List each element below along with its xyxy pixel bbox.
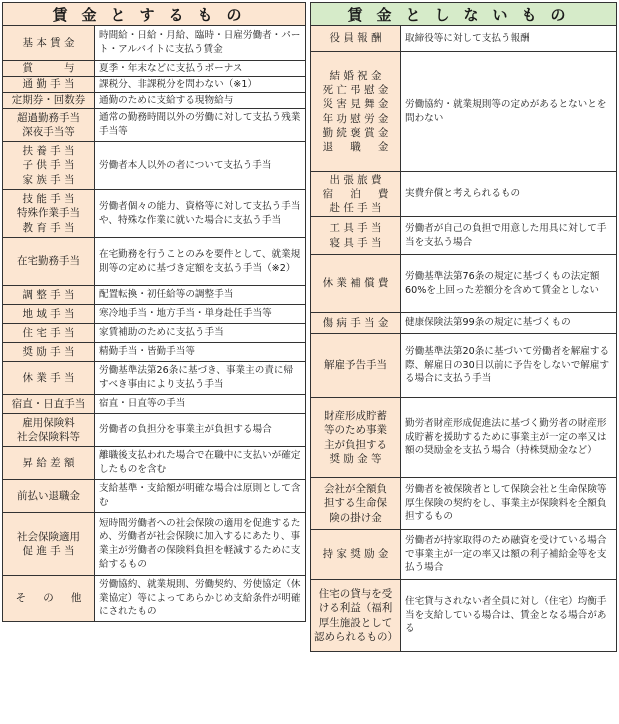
item-term: 会社が全額負 担する生命保 険の掛け金	[311, 478, 401, 529]
wage-included-column	[2, 2, 306, 622]
item-term: 地 域 手 当	[3, 305, 95, 323]
table-row	[2, 362, 306, 395]
item-term: 基 本 賃 金	[3, 26, 95, 60]
item-term: 技 能 手 当 特殊作業手当 教 育 手 当	[3, 190, 95, 237]
item-description: 配置転換・初任給等の調整手当	[99, 289, 234, 301]
item-description: 精勤手当・皆勤手当等	[99, 346, 195, 358]
item-description: 住宅貸与されない者全員に対し（住宅）均衡手当を支給している場合は、賃金となる場合がある	[405, 596, 607, 635]
item-description: 労働協約・就業規則等の定めがあるとないとを問わない	[405, 98, 607, 124]
item-description: 通常の勤務時間以外の労働に対して支払う残業手当等	[99, 112, 301, 137]
item-description: 通勤のために支給する現物給与	[99, 94, 234, 106]
item-description: 労働者の負担分を事業主が負担する場合	[99, 424, 272, 436]
item-description: 短時間労働者への社会保険の適用を促進するため、労働者が社会保険に加入するにあたり、事業主が労働者の保険料負担を軽減するために支給するもの	[99, 517, 301, 570]
table-row	[2, 190, 306, 238]
item-description: 労働協約、就業規則、労働契約、労使協定（休業協定）等によってあらかじめ支給条件が明確にされたもの	[99, 579, 301, 618]
item-description: 労働者が持家取得のため融資を受けている場合で事業主が一定の率又は額の利子補給金等を支払う場合	[405, 535, 607, 574]
item-term: 社会保険適用 促 進 手 当	[3, 513, 95, 575]
wage-included-header: 賃金とするもの	[2, 2, 306, 26]
item-term: 奨 励 手 当	[3, 343, 95, 361]
item-term: 出 張 旅 費 宿 泊 費 赴 任 手 当	[311, 172, 401, 216]
item-description: 労働者を被保険者として保険会社と生命保険等厚生保険の契約をし、事業主が保険料を全額負担するもの	[405, 484, 607, 523]
item-term: 昇 給 差 額	[3, 447, 95, 479]
item-term: 超過勤務手当 深夜手当等	[3, 109, 95, 141]
item-description: 労働基準法第76条の規定に基づくもの法定額60%を上回った差額分を含めて賃金としない	[405, 270, 600, 296]
wage-excluded-rows	[310, 26, 617, 652]
item-term: 工 具 手 当 寝 具 手 当	[311, 217, 401, 254]
table-row	[2, 109, 306, 142]
table-row	[310, 217, 617, 255]
item-description: 労働者が自己の負担で用意した用具に対して手当を支払う場合	[405, 222, 607, 248]
item-description: 夏季・年末などに支払うボーナス	[99, 62, 243, 74]
table-row	[2, 286, 306, 305]
item-description: 在宅勤務を行うことのみを要件として、就業規則等の定めに基づき定額を支払う手当（※2）	[99, 248, 301, 274]
item-description: 離職後支払われた場合で在職中に支払いが確定したものを含む	[99, 450, 301, 475]
table-row	[2, 142, 306, 190]
table-row	[310, 580, 617, 652]
table-row	[2, 576, 306, 622]
item-term: 傷 病 手 当 金	[311, 313, 401, 333]
item-term: 財産形成貯蓄 等のため事業 主が負担する 奨 励 金 等	[311, 398, 401, 477]
table-row	[310, 26, 617, 52]
table-row	[310, 398, 617, 478]
table-row	[310, 478, 617, 530]
table-row	[2, 513, 306, 576]
table-row	[2, 447, 306, 480]
item-term: 通 勤 手 当	[3, 77, 95, 92]
table-row	[2, 343, 306, 362]
table-row	[310, 313, 617, 334]
table-row	[2, 26, 306, 61]
item-description: 労働者個々の能力、資格等に対して支払う手当や、特殊な作業に就いた場合に支払う手当	[99, 200, 301, 226]
item-description: 家賃補助のために支払う手当	[99, 327, 224, 339]
item-term: 前払い退職金	[3, 480, 95, 512]
item-description: 労働基準法第20条に基づいて労働者を解雇する際、解雇日の30日以前に予告をしないで解雇する場合に支払う手当	[405, 346, 610, 385]
item-description: 勤労者財産形成促進法に基づく勤労者の財産形成貯蓄を援助するために事業主が一定の率又は額の奨励金を支払う場合（持株奨励金など）	[405, 418, 607, 457]
table-row	[310, 172, 617, 217]
table-row	[310, 52, 617, 172]
item-description: 労働者本人以外の者について支払う手当	[99, 159, 272, 171]
item-description: 時間給・日給・月給、臨時・日雇労働者・パート・アルバイトに支払う賃金	[99, 30, 301, 55]
table-row	[2, 414, 306, 447]
table-row	[2, 93, 306, 109]
item-description: 健康保険法第99条の規定に基づくもの	[405, 317, 571, 329]
item-term: 解雇予告手当	[311, 334, 401, 397]
item-description: 宿直・日直等の手当	[99, 398, 186, 410]
item-description: 実費弁償と考えられるもの	[405, 188, 521, 200]
table-row	[310, 530, 617, 580]
table-row	[2, 480, 306, 513]
item-description: 課税分、非課税分を問わない（※1）	[99, 78, 258, 90]
item-description: 労働基準法第26条に基づき、事業主の責に帰すべき事由により支払う手当	[99, 365, 294, 390]
wage-excluded-header: 賃金としないもの	[310, 2, 617, 26]
item-term: 賞 与	[3, 61, 95, 76]
item-term: 在宅勤務手当	[3, 238, 95, 285]
item-term: 雇用保険料 社会保険料等	[3, 414, 95, 446]
wage-included-rows	[2, 26, 306, 622]
item-term: そ の 他	[3, 576, 95, 621]
item-term: 役 員 報 酬	[311, 26, 401, 51]
table-row	[2, 324, 306, 343]
item-term: 調 整 手 当	[3, 286, 95, 304]
table-row	[2, 395, 306, 414]
item-term: 宿直・日直手当	[3, 395, 95, 413]
item-term: 持 家 奨 励 金	[311, 530, 401, 579]
table-row	[2, 305, 306, 324]
item-term: 住 宅 手 当	[3, 324, 95, 342]
table-row	[310, 334, 617, 398]
item-term: 休 業 手 当	[3, 362, 95, 394]
table-row	[2, 238, 306, 286]
wage-excluded-column	[310, 2, 617, 652]
table-row	[2, 77, 306, 93]
item-term: 扶 養 手 当 子 供 手 当 家 族 手 当	[3, 142, 95, 189]
item-term: 休 業 補 償 費	[311, 255, 401, 312]
table-row	[310, 255, 617, 313]
item-term: 定期券・回数券	[3, 93, 95, 108]
item-description: 支給基準・支給額が明確な場合は原則として含む	[99, 483, 301, 508]
item-description: 寒冷地手当・地方手当・単身赴任手当等	[99, 308, 272, 320]
item-term: 住宅の貸与を受 ける利益（福利 厚生施設として 認められるもの）	[311, 580, 401, 651]
table-row	[2, 61, 306, 77]
item-description: 取締役等に対して支払う報酬	[405, 32, 530, 44]
item-term: 結 婚 祝 金 死 亡 弔 慰 金 災 害 見 舞 金 年 功 慰 労 金 勤 続 褒 賞 金 退 職 金	[311, 52, 401, 171]
